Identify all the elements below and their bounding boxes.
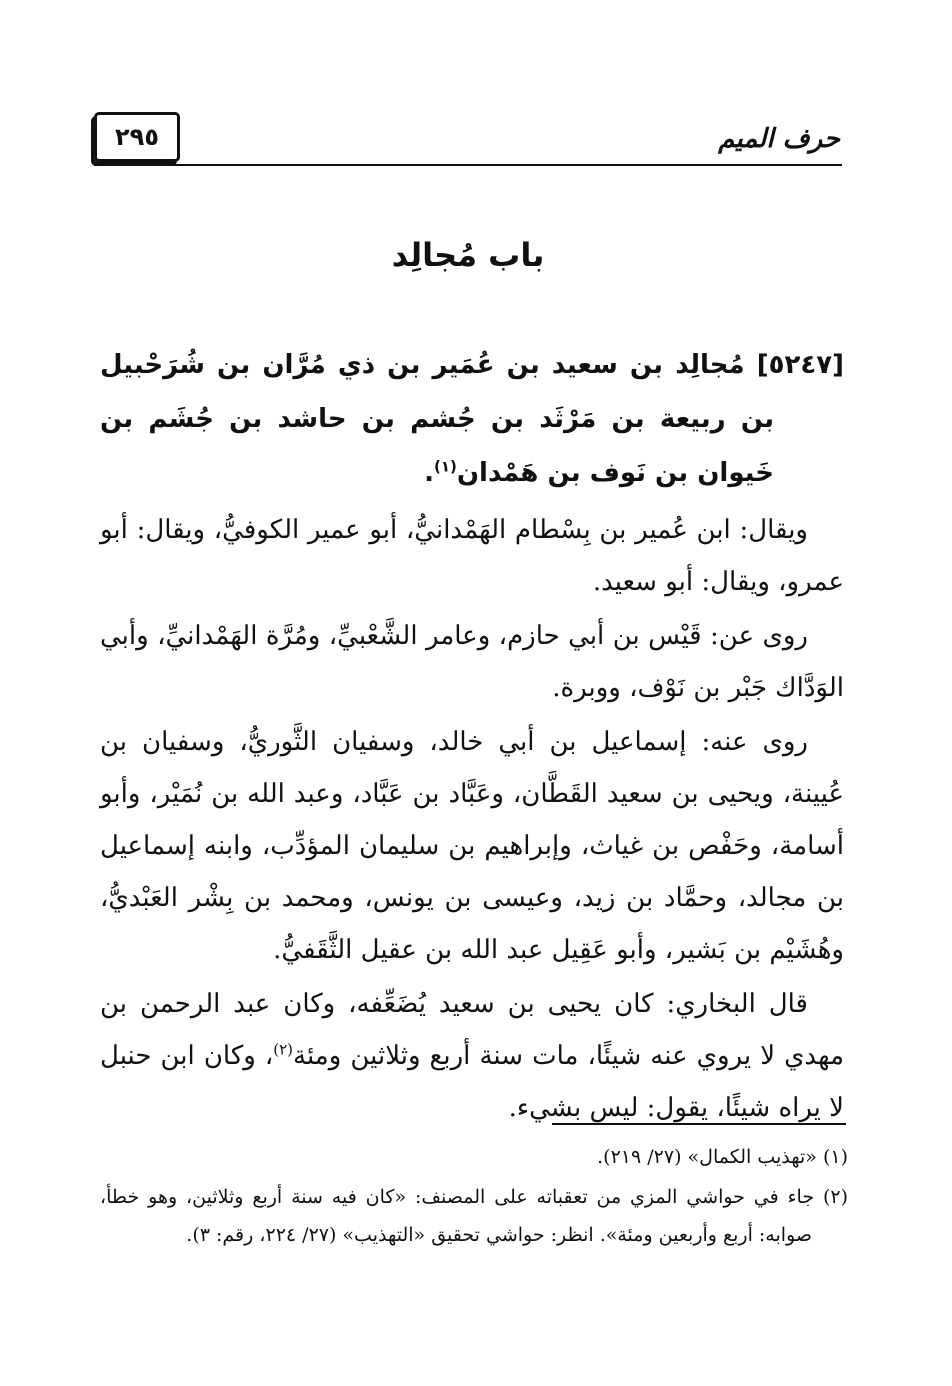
paragraph-kunya: ويقال: ابن عُمير بن بِسْطام الهَمْدانيُّ، أبو عمير الكوفيُّ، ويقال: أبو عمرو، ويقال: أبو سعيد. <box>100 515 844 597</box>
footnote-2: (٢) جاء في حواشي المزي من تعقباته على المصنف: «كان فيه سنة أربع وثلاثين، وهو خطأ، صوابه: أربع وأربعين ومئة». انظر: حواشي تحقيق «التهذيب» (٢٧/ ٢٢٤، رقم: ٣). <box>100 1186 848 1246</box>
footnote-ref-2: (٢) <box>273 1040 293 1059</box>
entry-heading-end: . <box>424 458 434 488</box>
running-title: حرف الميم <box>718 124 840 154</box>
footnotes <box>100 1138 848 1256</box>
chapter-title: باب مُجالِد <box>391 236 545 274</box>
paragraph-bukhari <box>100 978 844 1134</box>
footnote-ref-1: (١) <box>433 457 457 476</box>
entry-heading-text: [٥٢٤٧] مُجالِد بن سعيد بن عُمَير بن ذي مُرَّان بن شُرَحْبيل بن ربيعة بن مَرْثَد بن جُشم بن حاشد بن جُشَم بن خَيوان بن نَوف بن هَمْدان <box>100 350 844 488</box>
entry-body <box>100 338 844 1136</box>
paragraph-bukhari-text: قال البخاري: كان يحيى بن سعيد يُضَعِّفه، وكان عبد الرحمن بن مهدي لا يروي عنه شيئًا، مات سنة أربع وثلاثين ومئة <box>100 989 844 1071</box>
footnote-divider <box>552 1123 846 1125</box>
page-number: ٢٩٥ <box>94 112 180 162</box>
entry-heading <box>100 338 844 500</box>
page-header <box>94 112 842 166</box>
footnote-1: (١) «تهذيب الكمال» (٢٧/ ٢١٩). <box>597 1146 848 1168</box>
paragraph-narrators: روى عنه: إسماعيل بن أبي خالد، وسفيان الثَّوريُّ، وسفيان بن عُيينة، ويحيى بن سعيد القَطَّان، وعَبَّاد بن عَبَّاد، وعبد الله بن نُمَيْر، وأبو أسامة، وحَفْص بن غياث، وإبراهيم بن سليمان المؤدِّب، وابنه إسماعيل بن مجالد، وحمَّاد بن زيد، وعيسى بن يونس، ومحمد بن بِشْر العَبْديُّ، وهُشَيْم بن بَشير، وأبو عَقِيل عبد الله بن عقيل الثَّقَفيُّ. <box>100 727 844 965</box>
header-divider <box>94 164 842 166</box>
paragraph-narrated-from: روى عن: قَيْس بن أبي حازم، وعامر الشَّعْبيِّ، ومُرَّة الهَمْدانيِّ، وأبي الوَدَّاك جَبْر بن نَوْف، ووبرة. <box>100 621 844 703</box>
paragraph-bukhari-text-end: ، وكان ابن حنبل لا يراه شيئًا، يقول: ليس بشيء. <box>100 1041 844 1123</box>
